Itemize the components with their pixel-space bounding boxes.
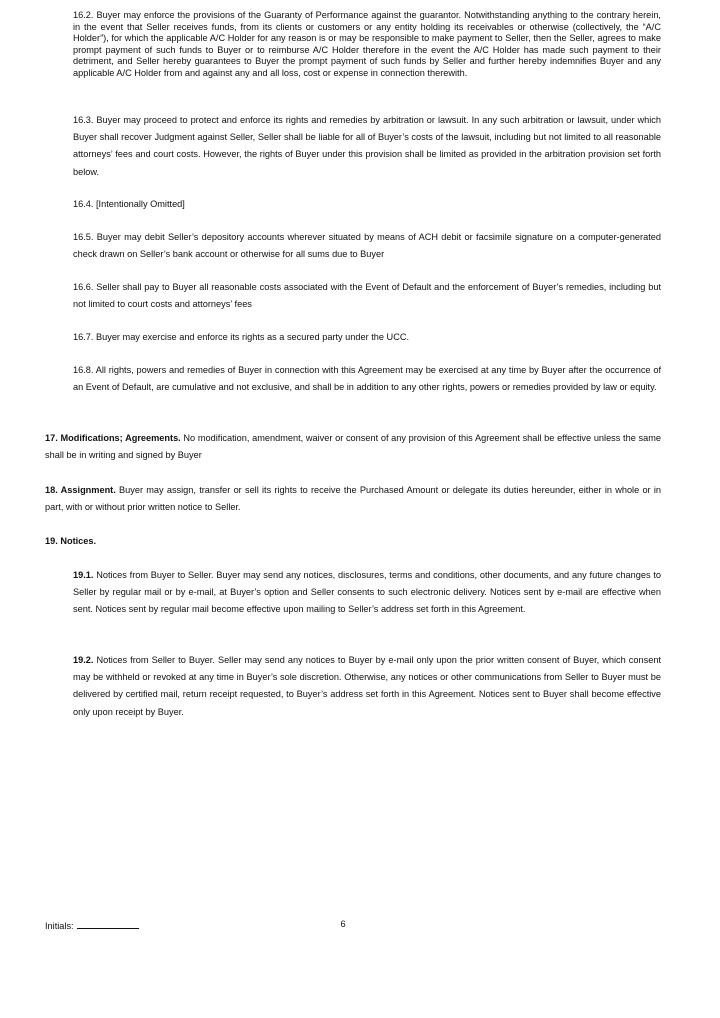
page-number: 6 (340, 919, 346, 929)
section-18-heading: 18. Assignment. (45, 485, 116, 495)
section-19-1 (73, 567, 661, 619)
initials-field (45, 919, 139, 931)
section-16-6: 16.6. Seller shall pay to Buyer all reasonable costs associated with the Event of Default and the enforcement of Buyer’s remedies, including but not limited to court costs and attorneys’ fees (73, 282, 661, 310)
section-17-heading: 17. Modifications; Agreements. (45, 433, 181, 443)
section-18 (45, 482, 661, 516)
section-16-3: 16.3. Buyer may proceed to protect and enforce its rights and remedies by arbitration or lawsuit. In any such arbitration or lawsuit, under which Buyer shall recover Judgment against Seller, Seller shall be liable for all of Buyer’s costs of the lawsuit, including but not limited to all reasonable attorneys’ fees and court costs. However, the rights of Buyer under this provision shall be limited as provided in the arbitration provision set forth below. (73, 115, 661, 177)
section-19-1-text: Notices from Buyer to Seller. Buyer may send any notices, disclosures, terms and conditions, other documents, and any future changes to Seller by regular mail or by e-mail, at Buyer’s option and Seller consents to such electronic delivery. Notices sent by e-mail are effective when sent. Notices sent by regular mail become effective upon mailing to Seller’s address set forth in this Agreement. (73, 570, 661, 615)
section-18-text: Buyer may assign, transfer or sell its rights to receive the Purchased Amount or delegate its duties hereunder, either in whole or in part, with or without prior written notice to Seller. (45, 485, 661, 513)
section-16-8: 16.8. All rights, powers and remedies of Buyer in connection with this Agreement may be exercised at any time by Buyer after the occurrence of an Event of Default, are cumulative and not exclusive, and shall be in addition to any other rights, powers or remedies provided by law or equity. (73, 365, 661, 393)
initials-label: Initials: (45, 921, 74, 931)
section-19-2-text: Notices from Seller to Buyer. Seller may send any notices to Buyer by e-mail only upon the prior written consent of Buyer, which consent may be withheld or revoked at any time in Buyer’s sole discretion. Otherwise, any notices or other communications from Seller to Buyer must be delivered by certified mail, return receipt requested, to Buyer’s address set forth in this Agreement. Notices sent to Buyer shall become effective only upon receipt by Buyer. (73, 655, 661, 717)
section-19-1-heading: 19.1. (73, 570, 94, 580)
initials-line (77, 919, 139, 929)
section-19-2-heading: 19.2. (73, 655, 94, 665)
section-16-5: 16.5. Buyer may debit Seller’s depository accounts wherever situated by means of ACH debit or facsimile signature on a computer-generated check drawn on Seller’s bank account or otherwise for all sums due to Buyer (73, 232, 661, 260)
section-16-7: 16.7. Buyer may exercise and enforce its rights as a secured party under the UCC. (73, 332, 410, 342)
section-17 (45, 430, 661, 464)
section-16-4: 16.4. [Intentionally Omitted] (73, 199, 185, 209)
section-16-2: 16.2. Buyer may enforce the provisions of the Guaranty of Performance against the guarantor. Notwithstanding anything to the contrary herein, in the event that Seller receives funds, from its clients or customers or any entity holding its receivables or otherwise (collectively, the “A/C Holder”), for which the applicable A/C Holder for any reason is or may be responsible to make payment to Seller, then the Seller, agrees to make prompt payment of such funds to Buyer or to reimburse A/C Holder therefore in the event the A/C Holder has made such payment to their detriment, and Seller hereby guarantees to Buyer the prompt payment of such funds by Seller and further hereby indemnifies Buyer and any applicable A/C Holder from and against any and all loss, cost or expense in connection therewith. (73, 10, 661, 78)
section-19-2 (73, 652, 661, 721)
section-17-text: No modification, amendment, waiver or consent of any provision of this Agreement shall be effective unless the same shall be in writing and signed by Buyer (45, 433, 661, 461)
section-19-heading: 19. Notices. (45, 536, 97, 546)
